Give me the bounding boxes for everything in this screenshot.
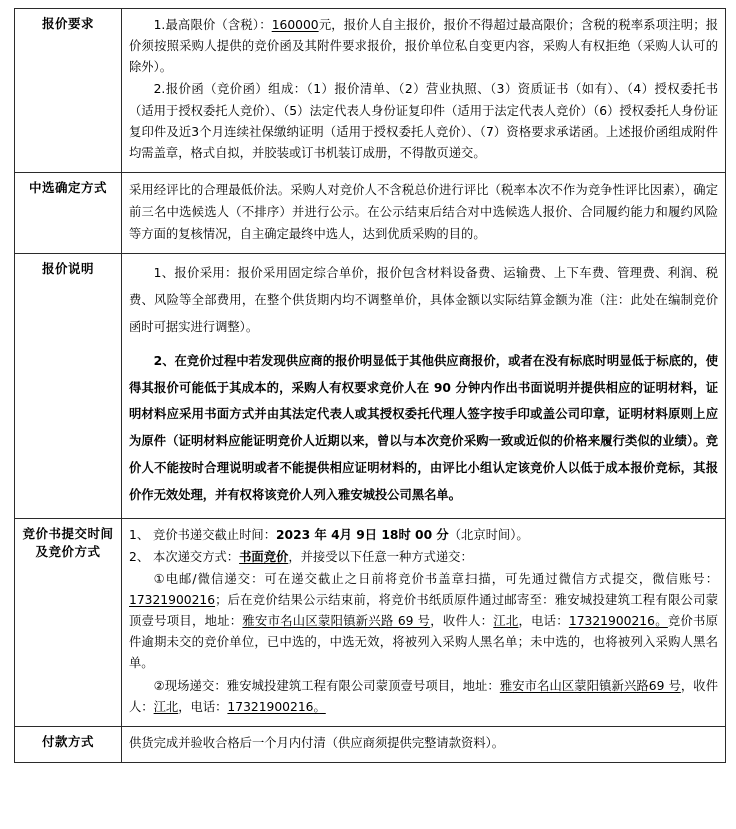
option-a-mid3: ，电话：	[518, 614, 569, 629]
row-label-payment: 付款方式	[15, 726, 122, 762]
option-a-pre: ①电邮/微信递交：可在递交截止之日前将竞价书盖章扫描，可先通过微信方式提交，微信账号：	[153, 571, 718, 586]
option-b-phone: 17321900216。	[227, 699, 326, 714]
quote-req-item1-pre: 1.最高限价（含税）：	[153, 18, 272, 32]
table-row-quote-explanation	[15, 254, 726, 518]
quote-req-item1-post: 元，报价人自主报价，报价不得超过最高限价；含税的税率系项注明；报价须按照采购人提供的竞价函及其附件要求报价，报价单位私自变更内容，采购人有权拒绝（采购人认可的除外）。	[129, 18, 718, 75]
table-row-payment	[15, 726, 726, 762]
submission-line1-post: （北京时间）。	[448, 527, 529, 542]
submission-label-line2: 及竞价方式	[35, 544, 101, 560]
submission-deadline-value: 2023 年 4月 9日 18时 00 分	[276, 527, 449, 542]
submission-mode-line	[129, 547, 718, 568]
row-content-selection-method	[122, 172, 726, 253]
option-a-mid: ；后在竞价结果公示结束前，将竞价书纸质原件通过邮寄至：雅安城投建筑工程有限公司蒙顶壹号项目，地址：	[129, 592, 718, 629]
option-b-mid2: ，电话：	[178, 699, 228, 714]
table-row-submission	[15, 518, 726, 726]
option-a-address: 雅安市名山区蒙阳镇新兴路 69 号	[242, 614, 431, 629]
submission-option-email	[129, 569, 718, 675]
submission-deadline-line	[129, 525, 718, 546]
option-b-pre: ②现场递交：雅安城投建筑工程有限公司蒙顶壹号项目，地址：	[153, 678, 500, 693]
option-a-receiver: 江北	[493, 614, 519, 629]
submission-line2-post: ，并接受以下任意一种方式递交：	[288, 549, 473, 564]
row-label-submission	[15, 518, 122, 726]
option-a-wechat-id: 17321900216	[129, 592, 216, 607]
submission-option-onsite	[129, 676, 718, 718]
submission-line1-pre: 1、 竞价书递交截止时间：	[129, 527, 276, 542]
submission-label-line1: 竞价书提交时间	[22, 525, 114, 541]
option-a-mid2: ，收件人：	[430, 614, 494, 629]
row-content-submission	[122, 518, 726, 726]
requirements-table	[14, 8, 726, 763]
quote-req-item-1	[129, 15, 718, 78]
submission-line2-pre: 2、 本次递交方式：	[129, 549, 240, 564]
max-price-amount: 160000	[271, 18, 319, 32]
row-label-quote-requirements: 报价要求	[15, 9, 122, 173]
row-content-payment	[122, 726, 726, 762]
quote-req-item-2: 2.报价函（竞价函）组成：（1）报价清单、（2）营业执照、（3）资质证书（如有）、（4）授权委托书（适用于授权委托人竞价）、（5）法定代表人身份证复印件（适用于法定代表人竞价）（6）授权委托人身份证复印件及近3个月连续社保缴纳证明（适用于授权委托人竞价）、（7）资格要求承诺函。上述报价函组成附件均需盖章，格式自拟，并胶装或订书机装订成册，不得散页递交。	[129, 82, 718, 160]
table-row-selection-method	[15, 172, 726, 253]
option-b-receiver: 江北	[153, 699, 179, 714]
quote-explanation-para-1: 1、报价采用：报价采用固定综合单价，报价包含材料设备费、运输费、上下车费、管理费、利润、税费、风险等全部费用，在整个供货期内均不调整单价，具体金额以实际结算金额为准（注：此处在编制竞价函时可据实进行调整）。	[129, 266, 718, 334]
payment-text: 供货完成并验收合格后一个月内付清（供应商须提供完整请款资料）。	[129, 735, 505, 750]
row-label-quote-explanation: 报价说明	[15, 254, 122, 518]
selection-method-text: 采用经评比的合理最低价法。采购人对竞价人不含税总价进行评比（税率本次不作为竞争性评比因素），确定前三名中选候选人（不排序）并进行公示。在公示结束后结合对中选候选人报价、合同履约能力和履约风险等方面的复核情况，自主确定最终中选人，达到优质采购的目的。	[129, 182, 718, 242]
row-content-quote-explanation	[122, 254, 726, 518]
option-a-tail: 竞价书原件逾期未交的竞价单位，已中选的，中选无效，将被列入采购人黑名单；未中选的，也将被列入采购人黑名单。	[129, 614, 718, 671]
option-a-phone: 17321900216。	[568, 614, 668, 629]
option-b-mid: ，收件人：	[129, 678, 718, 714]
option-b-address: 雅安市名山区蒙阳镇新兴路69 号	[499, 678, 681, 693]
quote-explanation-para-2: 2、在竞价过程中若发现供应商的报价明显低于其他供应商报价，或者在没有标底时明显低于标底的，使得其报价可能低于其成本的，采购人有权要求竞价人在 90 分钟内作出书面说明并提供相应的证明材料，证明材料应采用书面方式并由其法定代表人或其授权委托代理人签字按手印或盖公司印章，证明材料原则上应为原件（证明材料应能证明竞价人近期以来，曾以与本次竞价采购一致或近似的价格来履行类似的业绩）。竞价人不能按时合理说明或者不能提供相应证明材料的，由评比小组认定该竞价人以低于成本报价竞标，其报价作无效处理，并有权将该竞价人列入雅安城投公司黑名单。	[129, 353, 718, 502]
row-label-selection-method: 中选确定方式	[15, 172, 122, 253]
submission-mode-value: 书面竞价	[239, 549, 289, 564]
table-row-quote-requirements	[15, 9, 726, 173]
row-content-quote-requirements	[122, 9, 726, 173]
